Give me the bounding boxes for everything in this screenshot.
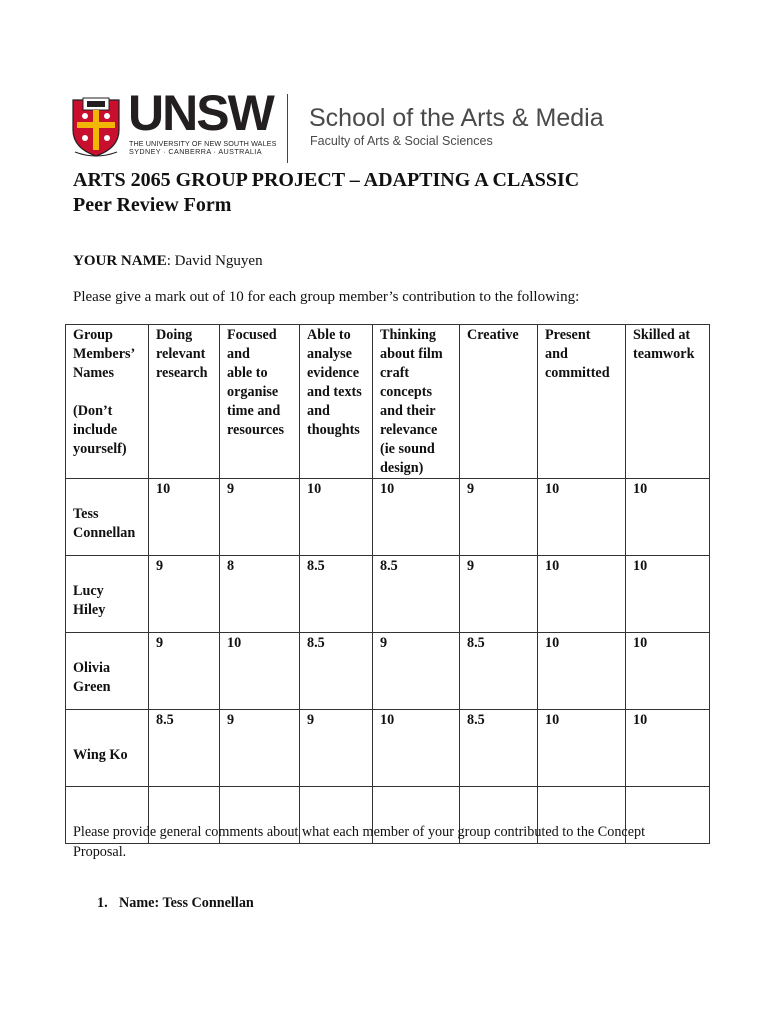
score-cell: 10 [538,633,626,710]
cell-text-line: organise [227,384,279,400]
cell-text-line: resources [227,422,284,438]
cell-text-line: Wing Ko [73,746,128,763]
cell-text-line: Doing [156,327,193,343]
score-cell: 10 [626,633,710,710]
cell-text-line: Present [545,327,591,343]
score-cell: 10 [373,479,460,556]
peer-review-table [65,324,710,844]
table-row [66,710,710,787]
score-cell: 9 [149,556,220,633]
score-cell: 10 [626,556,710,633]
score-cell: 9 [460,556,538,633]
cell-text-line: analyse [307,346,352,362]
cell-text-line: Names [73,365,114,381]
header-cell [460,325,538,479]
score-cell: 9 [373,633,460,710]
cell-text-line: (Don’t [73,403,113,419]
cell-text-line: Olivia [73,660,111,676]
comments-prompt: Please provide general comments about what each member of your group contributed to the Concept Proposal. [73,824,646,860]
header-cell [220,325,300,479]
cell-text-line: able to [227,365,268,381]
score-cell: 9 [220,479,300,556]
header-divider [287,94,288,163]
title-course-line: ARTS 2065 GROUP PROJECT – ADAPTING A CLASSIC [73,169,580,191]
score-cell: 8.5 [149,710,220,787]
member-name-cell [66,479,149,556]
header-cell [626,325,710,479]
score-cell: 10 [538,479,626,556]
score-cell: 8.5 [300,633,373,710]
document-title [73,168,579,217]
score-cell: 8.5 [460,633,538,710]
score-cell: 10 [149,479,220,556]
list-item [97,895,254,912]
cell-text-line: yourself) [73,441,127,457]
cell-text-line: Skilled at [633,327,691,343]
cell-text-line: Hiley [73,602,106,618]
header-cell [149,325,220,479]
cell-text-line: Lucy [73,583,104,599]
cell-text-line [73,383,142,402]
cell-text-line: Able to [307,327,351,343]
your-name-label: YOUR NAME [73,253,167,269]
cell-text-line: evidence [307,365,360,381]
score-cell: 8.5 [300,556,373,633]
cell-text-line: Green [73,679,111,695]
cell-text-line: and [227,346,250,362]
list-item-text: Name: Tess Connellan [119,895,254,911]
score-cell: 10 [626,710,710,787]
member-name-cell [66,710,149,787]
cell-text-line: research [156,365,208,381]
cell-text-line: design) [380,460,424,476]
your-name-line [73,253,263,270]
score-cell: 9 [220,710,300,787]
table-row [66,633,710,710]
your-name-separator: : [166,253,175,269]
page-header [71,85,631,164]
cell-text-line: Members’ [73,346,136,362]
cell-text-line: and [307,403,330,419]
cell-text-line: Connellan [73,525,136,541]
score-cell: 10 [538,556,626,633]
cell-text-line: Thinking [380,327,437,343]
title-form-line: Peer Review Form [73,193,232,216]
cell-text-line: concepts [380,384,433,400]
score-cell: 10 [220,633,300,710]
cell-text-line: committed [545,365,610,381]
cell-text-line: craft [380,365,410,381]
score-cell: 8.5 [460,710,538,787]
cell-text-line: Group [73,327,113,343]
table-header-row [66,325,710,479]
member-name-cell [66,633,149,710]
header-cell-names [66,325,149,479]
cell-text-line: about film [380,346,443,362]
cell-text-line: time and [227,403,281,419]
cell-text-line: and [545,346,568,362]
score-cell: 9 [460,479,538,556]
score-cell: 10 [626,479,710,556]
logo-campuses: SYDNEY · CANBERRA · AUSTRALIA [129,147,262,156]
cell-text-line: (ie sound [380,441,435,457]
score-cell: 10 [300,479,373,556]
cell-text-line: Creative [467,327,519,343]
cell-text-line: relevance [380,422,438,438]
score-cell: 10 [373,710,460,787]
cell-text-line: teamwork [633,346,695,362]
header-cell [373,325,460,479]
cell-text-line: Focused [227,327,277,343]
cell-text-line: and texts [307,384,362,400]
table-row [66,556,710,633]
header-cell [538,325,626,479]
cell-text-line: include [73,422,118,438]
score-cell: 9 [149,633,220,710]
cell-text-line: relevant [156,346,206,362]
list-item-number: 1. [97,895,108,911]
score-cell: 10 [538,710,626,787]
score-cell: 9 [300,710,373,787]
faculty-name: Faculty of Arts & Social Sciences [310,134,493,148]
school-name: School of the Arts & Media [309,104,604,132]
cell-text-line: thoughts [307,422,360,438]
unsw-crest-logo [71,94,121,158]
score-cell: 8 [220,556,300,633]
logo-wordmark: UNSW [128,85,273,141]
member-name-cell [66,556,149,633]
header-cell [300,325,373,479]
cell-text-line: Tess [73,506,99,522]
logo-university-name: THE UNIVERSITY OF NEW SOUTH WALES [129,139,277,148]
your-name-value: David Nguyen [174,253,263,269]
score-cell: 8.5 [373,556,460,633]
table-row [66,479,710,556]
cell-text-line: and their [380,403,436,419]
instructions-text: Please give a mark out of 10 for each group member’s contribution to the following: [73,289,580,305]
